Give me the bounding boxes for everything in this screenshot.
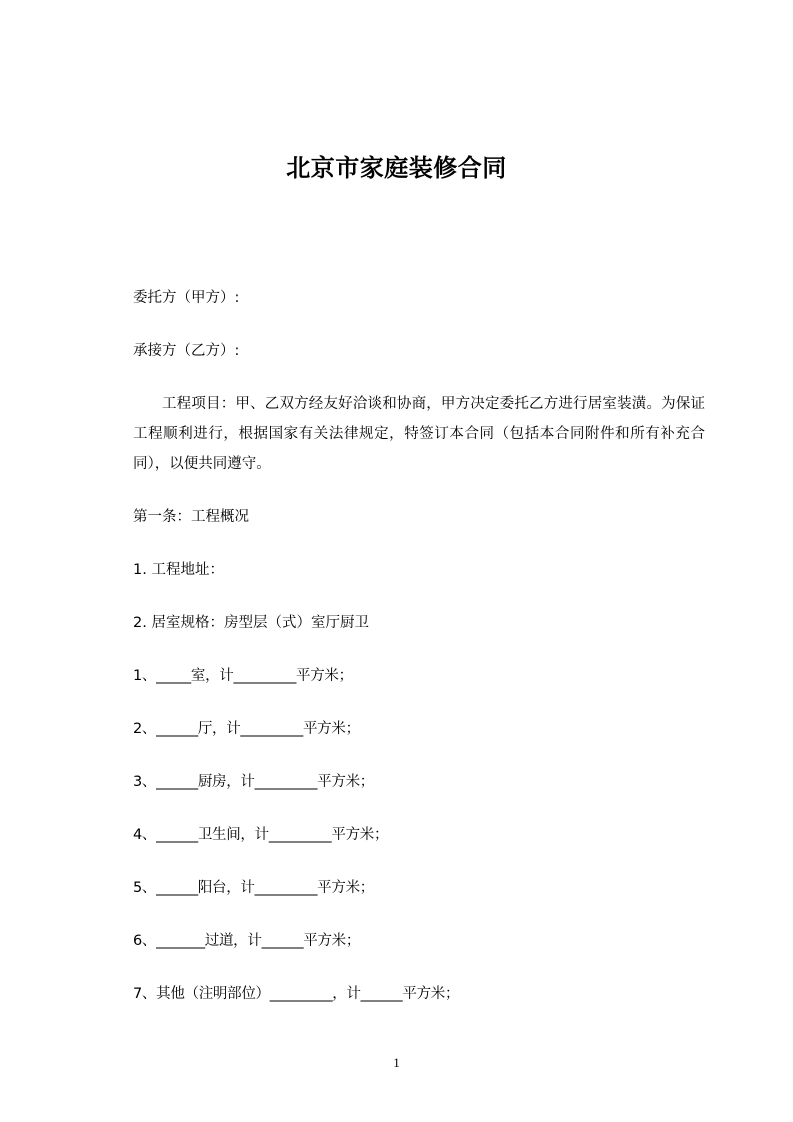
room-list-block	[133, 661, 705, 1009]
section-one-block	[133, 502, 705, 638]
room-list-item: 4、______卫生间，计_________平方米；	[133, 827, 389, 843]
room-list-item: 7、其他（注明部位）_________，计______平方米；	[133, 986, 460, 1002]
room-list-item: 1、_____室，计_________平方米；	[133, 668, 353, 684]
preamble-block	[133, 389, 705, 479]
room-list-item: 5、______阳台，计_________平方米；	[133, 880, 374, 896]
parties-block	[133, 283, 705, 366]
section-one-item-spec: 2. 居室规格：房型层（式）室厅厨卫	[133, 615, 369, 631]
party-client-line: 委托方（甲方）:	[133, 290, 240, 306]
party-contractor-line: 承接方（乙方）:	[133, 343, 240, 359]
room-list-item: 3、______厨房，计_________平方米；	[133, 774, 374, 790]
preamble-paragraph: 工程项目：甲、乙双方经友好洽谈和协商，甲方决定委托乙方进行居室装潢。为保证工程顺利进行，根据国家有关法律规定，特签订本合同（包括本合同附件和所有补充合同），以便共同遵守。	[133, 396, 705, 472]
room-list-item: 2、______厅，计_________平方米；	[133, 721, 360, 737]
section-one-item-address: 1. 工程地址：	[133, 562, 224, 578]
page-title: 北京市家庭装修合同	[286, 154, 507, 183]
room-list-item: 6、_______过道，计______平方米；	[133, 933, 361, 949]
section-one-heading: 第一条：工程概况	[133, 509, 249, 525]
page-number: 1	[393, 1055, 400, 1070]
